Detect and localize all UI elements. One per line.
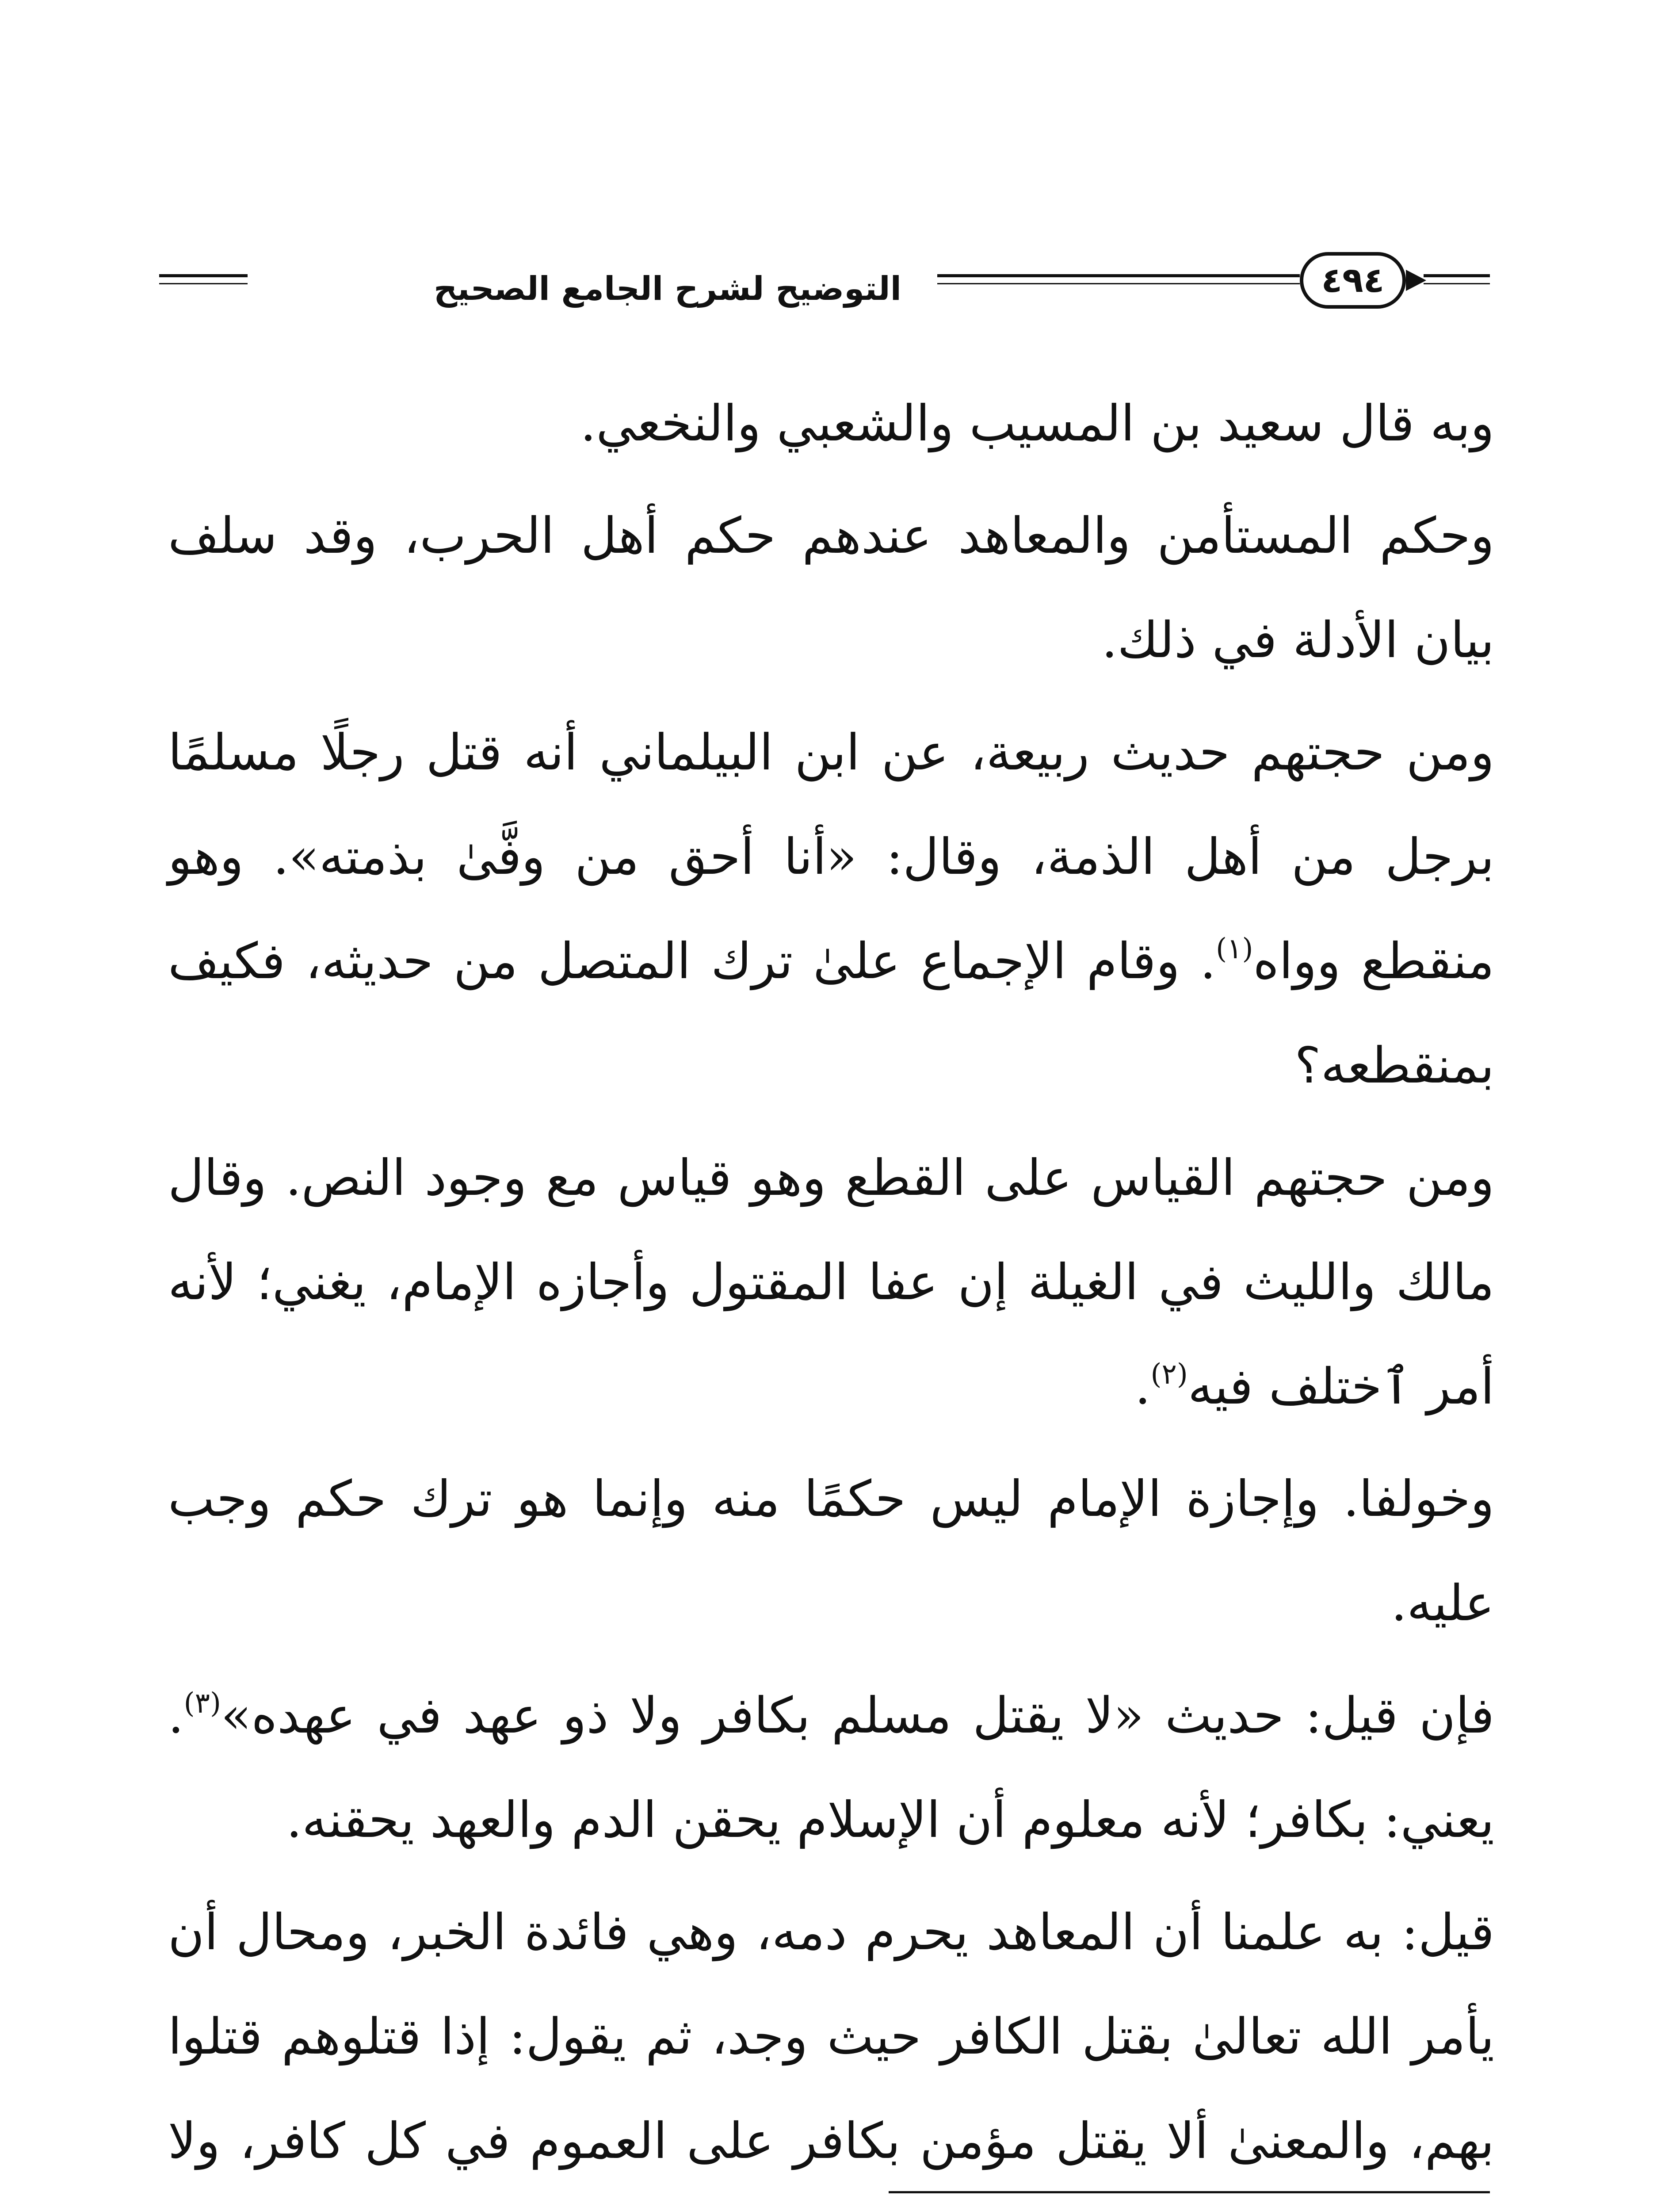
page-badge-tip (1406, 270, 1426, 291)
paragraph-text: وخولفا. وإجازة الإمام ليس حكمًا منه وإنما هو ترك حكم وجب عليه. (168, 1470, 1494, 1632)
footnote-separator (889, 2191, 1490, 2193)
paragraph (168, 1126, 1494, 1439)
paragraph-text: . (1134, 1358, 1151, 1415)
paragraph (168, 371, 1494, 476)
header-rule-right (1424, 274, 1490, 277)
paragraph-text: وحكم المستأمن والمعاهد عندهم حكم أهل الحرب، وقد سلف بيان الأدلة في ذلك. (168, 507, 1494, 669)
header-rule-right-thin (1424, 283, 1490, 284)
paragraph (168, 1447, 1494, 1656)
paragraph-text: قيل: به علمنا أن المعاهد يحرم دمه، وهي فائدة الخبر، ومحال أن يأمر الله تعالىٰ بقتل الكافر حيث وجد، ثم يقول: إذا قتلوهم قتلوا بهم، والمعنىٰ ألا يقتل مؤمن بكافر على العموم في كل كافر، ولا (168, 1904, 1494, 2170)
page-number: ٤٩٤ (1300, 252, 1406, 309)
header-rule-left (159, 274, 248, 277)
paragraph (168, 700, 1494, 1118)
footnote-ref-1[interactable]: (١) (1216, 933, 1253, 966)
paragraph (168, 484, 1494, 692)
main-text (168, 371, 1494, 2211)
paragraph-text: . يعني: بكافر؛ لأنه معلوم أن الإسلام يحقن الدم والعهد يحقنه. (168, 1687, 1494, 1849)
running-header (159, 239, 1490, 327)
paragraph (168, 1880, 1494, 2211)
paragraph-text: ومن حجتهم القياس على القطع وهو قياس مع وجود النص. وقال مالك والليث في الغيلة إن عفا المقتول وأجازه الإمام، يغني؛ لأنه أمر ٱختلف فيه (168, 1149, 1494, 1415)
header-rule-middle (937, 274, 1300, 277)
paragraph-text: . وقام الإجماع علىٰ ترك المتصل من حديثه، فكيف بمنقطعه؟ (168, 933, 1494, 1094)
header-title: التوضيح لشرح الجامع الصحيح (433, 270, 902, 308)
paragraph-text: فإن قيل: حديث «لا يقتل مسلم بكافر ولا ذو عهد في عهده» (221, 1687, 1494, 1744)
footnote-ref-3[interactable]: (٣) (183, 1687, 221, 1720)
header-rule-left-thin (159, 283, 248, 284)
paragraph-text: وبه قال سعيد بن المسيب والشعبي والنخعي. (580, 395, 1494, 452)
footnote-ref-2[interactable]: (٢) (1150, 1358, 1188, 1391)
header-rule-middle-thin (937, 283, 1300, 284)
paragraph (168, 1664, 1494, 1872)
paragraph-text: ومن حجتهم حديث ربيعة، عن ابن البيلماني أنه قتل رجلًا مسلمًا برجل من أهل الذمة، وقال: «أنا أحق من وفَّىٰ بذمته». وهو منقطع وواه (168, 724, 1495, 990)
